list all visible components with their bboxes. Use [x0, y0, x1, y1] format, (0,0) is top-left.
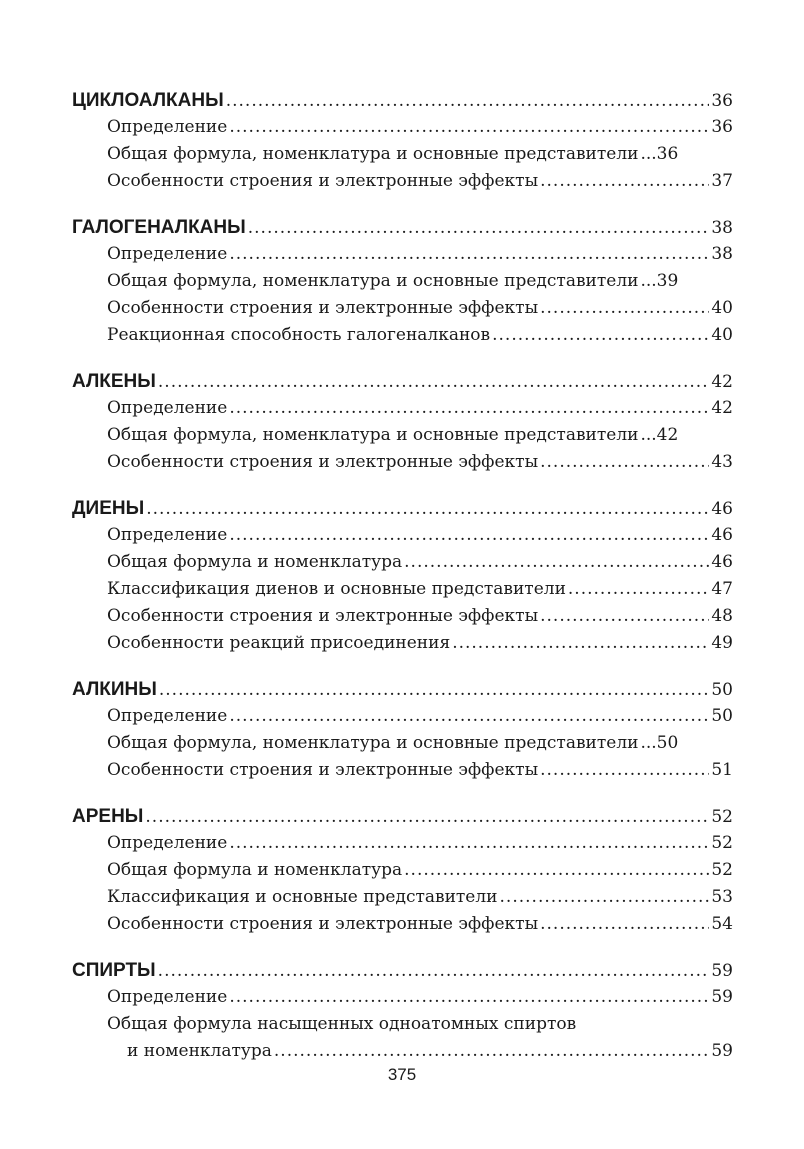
page-ref: 46	[711, 552, 733, 572]
entry-text: и номенклатура	[127, 1041, 272, 1061]
toc-entry[interactable]	[72, 268, 733, 295]
dot-leader	[145, 804, 709, 831]
toc-section-haloalkanes	[72, 214, 733, 349]
page-ref: ...50	[640, 733, 679, 753]
toc-heading[interactable]	[72, 495, 733, 522]
page-ref: 36	[711, 117, 733, 137]
entry-text: Особенности строения и электронные эффекты	[107, 298, 539, 318]
toc-entry[interactable]	[72, 911, 733, 938]
toc-entry[interactable]	[72, 830, 733, 857]
entry-text: Особенности строения и электронные эффекты	[107, 760, 539, 780]
page-ref: 59	[711, 1041, 733, 1061]
toc-heading[interactable]	[72, 214, 733, 241]
page-ref: 52	[711, 860, 733, 880]
page-ref: 40	[711, 298, 733, 318]
dot-leader	[540, 757, 709, 784]
dot-leader	[248, 215, 710, 242]
section-title: ДИЕНЫ	[72, 498, 145, 519]
dot-leader	[500, 884, 710, 911]
page-ref: ...39	[640, 271, 679, 291]
dot-leader	[540, 168, 709, 195]
toc-section-dienes	[72, 495, 733, 657]
toc-section-alcohols	[72, 957, 733, 1065]
toc-section-arenes	[72, 803, 733, 938]
entry-text: Особенности реакций присоединения	[107, 633, 451, 653]
dot-leader	[229, 241, 709, 268]
page-ref: 43	[711, 452, 733, 472]
page-ref: 46	[711, 499, 733, 519]
toc-section-alkenes	[72, 368, 733, 476]
section-title: СПИРТЫ	[72, 960, 156, 981]
toc-entry[interactable]	[72, 984, 733, 1011]
entry-text: Определение	[107, 706, 228, 726]
toc-entry[interactable]	[72, 603, 733, 630]
dot-leader	[158, 369, 709, 396]
entry-text: Определение	[107, 987, 228, 1007]
entry-text: Общая формула, номенклатура и основные представители	[107, 425, 639, 445]
toc-section-alkynes	[72, 676, 733, 784]
toc-heading[interactable]	[72, 803, 733, 830]
toc-entry[interactable]	[72, 630, 733, 657]
toc-heading[interactable]	[72, 957, 733, 984]
entry-text: Классификация диенов и основные представители	[107, 579, 566, 599]
page-ref: 42	[711, 398, 733, 418]
dot-leader	[229, 830, 709, 857]
toc-entry[interactable]	[72, 114, 733, 141]
dot-leader	[146, 496, 709, 523]
entry-text: Определение	[107, 833, 228, 853]
entry-text: Общая формула насыщенных одноатомных спиртов	[107, 1014, 577, 1034]
page-ref: 47	[711, 579, 733, 599]
dot-leader	[404, 857, 709, 884]
page-ref: 46	[711, 525, 733, 545]
page-ref: 50	[711, 706, 733, 726]
page-ref: 52	[711, 807, 733, 827]
entry-text: Особенности строения и электронные эффекты	[107, 171, 539, 191]
section-title: АЛКИНЫ	[72, 679, 157, 700]
dot-leader	[226, 88, 710, 115]
dot-leader	[404, 549, 709, 576]
toc-entry[interactable]	[72, 730, 733, 757]
page-ref: ...36	[640, 144, 679, 164]
toc-heading[interactable]	[72, 368, 733, 395]
toc-entry-line-2[interactable]	[72, 1038, 733, 1065]
dot-leader	[229, 114, 709, 141]
toc-entry[interactable]	[72, 449, 733, 476]
entry-text: Реакционная способность галогеналканов	[107, 325, 491, 345]
page-ref: 52	[711, 833, 733, 853]
dot-leader	[492, 322, 709, 349]
dot-leader	[540, 449, 709, 476]
toc-heading[interactable]	[72, 87, 733, 114]
page-ref: 36	[711, 91, 733, 111]
entry-text: Определение	[107, 525, 228, 545]
toc-entry[interactable]	[72, 549, 733, 576]
page-ref: 42	[711, 372, 733, 392]
dot-leader	[568, 576, 709, 603]
toc-entry[interactable]	[72, 322, 733, 349]
dot-leader	[159, 677, 709, 704]
section-title: ЦИКЛОАЛКАНЫ	[72, 90, 224, 111]
toc-entry-line-1[interactable]	[72, 1011, 733, 1038]
entry-text: Особенности строения и электронные эффекты	[107, 914, 539, 934]
table-of-contents	[72, 87, 733, 1084]
entry-text: Общая формула и номенклатура	[107, 552, 403, 572]
page-ref: 38	[711, 218, 733, 238]
page-ref: 48	[711, 606, 733, 626]
toc-entry[interactable]	[72, 703, 733, 730]
toc-entry[interactable]	[72, 241, 733, 268]
entry-text: Особенности строения и электронные эффекты	[107, 606, 539, 626]
page-ref: 50	[711, 680, 733, 700]
toc-entry[interactable]	[72, 757, 733, 784]
dot-leader	[540, 603, 709, 630]
dot-leader	[540, 911, 709, 938]
page-ref: ...42	[640, 425, 679, 445]
toc-entry[interactable]	[72, 522, 733, 549]
entry-text: Определение	[107, 117, 228, 137]
toc-section-cycloalkanes	[72, 87, 733, 195]
toc-entry[interactable]	[72, 295, 733, 322]
entry-text: Определение	[107, 398, 228, 418]
page-ref: 53	[711, 887, 733, 907]
page-ref: 54	[711, 914, 733, 934]
toc-entry[interactable]	[72, 576, 733, 603]
entry-text: Классификация и основные представители	[107, 887, 498, 907]
page-number: 375	[387, 1065, 417, 1084]
toc-entry[interactable]	[72, 395, 733, 422]
toc-entry[interactable]	[72, 884, 733, 911]
page-ref: 40	[711, 325, 733, 345]
page-ref: 37	[711, 171, 733, 191]
page-ref: 59	[711, 961, 733, 981]
entry-text: Общая формула, номенклатура и основные представители	[107, 144, 639, 164]
dot-leader	[540, 295, 709, 322]
dot-leader	[452, 630, 709, 657]
page-ref: 51	[711, 760, 733, 780]
dot-leader	[158, 958, 710, 985]
dot-leader	[229, 984, 709, 1011]
toc-heading[interactable]	[72, 676, 733, 703]
toc-entry[interactable]	[72, 857, 733, 884]
entry-text: Общая формула, номенклатура и основные представители	[107, 271, 639, 291]
dot-leader	[229, 703, 709, 730]
toc-entry[interactable]	[72, 422, 733, 449]
page-ref: 38	[711, 244, 733, 264]
dot-leader	[274, 1038, 709, 1065]
entry-text: Общая формула, номенклатура и основные представители	[107, 733, 639, 753]
section-title: АЛКЕНЫ	[72, 371, 156, 392]
dot-leader	[229, 522, 709, 549]
dot-leader	[229, 395, 709, 422]
entry-text: Особенности строения и электронные эффекты	[107, 452, 539, 472]
page-ref: 49	[711, 633, 733, 653]
entry-text: Определение	[107, 244, 228, 264]
section-title: АРЕНЫ	[72, 806, 144, 827]
toc-entry[interactable]	[72, 141, 733, 168]
entry-text: Общая формула и номенклатура	[107, 860, 403, 880]
section-title: ГАЛОГЕНАЛКАНЫ	[72, 217, 246, 238]
page-ref: 59	[711, 987, 733, 1007]
toc-entry[interactable]	[72, 168, 733, 195]
